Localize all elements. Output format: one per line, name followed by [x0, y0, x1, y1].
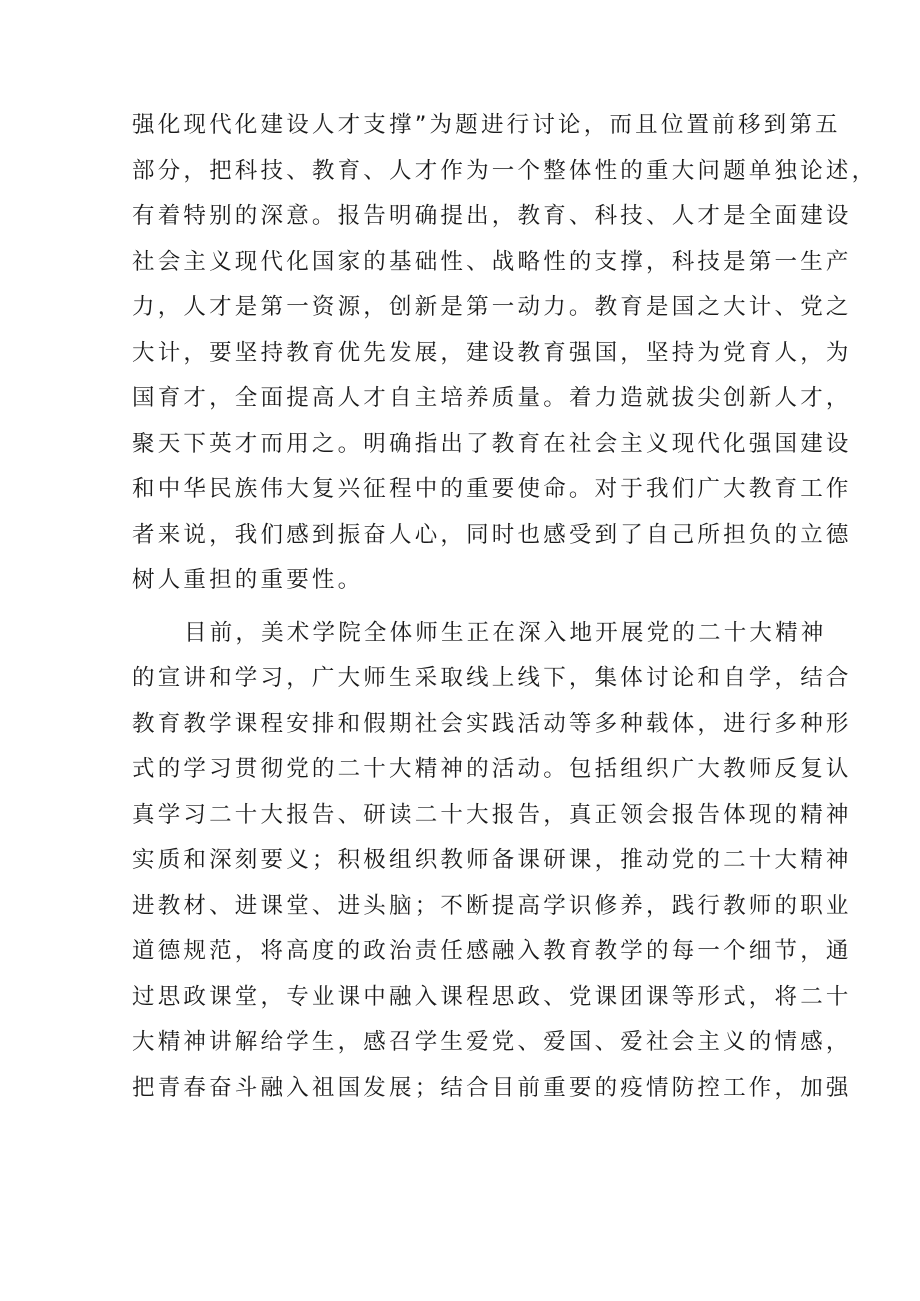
text-line: 的宣讲和学习，广大师生采取线上线下，集体讨论和自学，结合 — [132, 665, 852, 691]
text-line: 过思政课堂，专业课中融入课程思政、党课团课等形式，将二十 — [132, 983, 852, 1010]
text-line: 大计，要坚持教育优先发展，建设教育强国，坚持为党育人，为 — [132, 339, 852, 366]
text-line: 道德规范，将高度的政治责任感融入教育教学的每一个细节，通 — [132, 938, 852, 964]
text-line: 部分，把科技、教育、人才作为一个整体性的重大问题单独论述， — [132, 157, 878, 184]
text-line: 和中华民族伟大复兴征程中的重要使命。对于我们广大教育工作 — [132, 476, 852, 502]
text-line: 强化现代化建设人才支撑”为题进行讨论，而且位置前移到第五 — [132, 112, 841, 138]
paragraph-1 — [132, 103, 878, 604]
text-line: 真学习二十大报告、研读二十大报告，真正领会报告体现的精神 — [132, 801, 852, 828]
text-line: 大精神讲解给学生，感召学生爱党、爱国、爱社会主义的情感， — [132, 1029, 852, 1055]
text-line: 把青春奋斗融入祖国发展；结合目前重要的疫情防控工作，加强 — [132, 1074, 852, 1101]
text-line: 力，人才是第一资源，创新是第一动力。教育是国之大计、党之 — [132, 294, 852, 320]
paragraph-2 — [132, 611, 852, 1112]
text-line: 聚天下英才而用之。明确指出了教育在社会主义现代化强国建设 — [132, 430, 852, 457]
text-line: 者来说，我们感到振奋人心，同时也感受到了自己所担负的立德 — [132, 521, 852, 548]
paragraph-spacer — [132, 604, 792, 611]
text-line: 目前，美术学院全体师生正在深入地开展党的二十大精神 — [184, 619, 827, 646]
text-line: 进教材、进课堂、进头脑；不断提高学识修养，践行教师的职业 — [132, 892, 852, 919]
text-line: 式的学习贯彻党的二十大精神的活动。包括组织广大教师反复认 — [132, 756, 852, 782]
text-line: 社会主义现代化国家的基础性、战略性的支撑，科技是第一生产 — [132, 248, 852, 275]
text-line: 树人重担的重要性。 — [132, 567, 364, 593]
document-body — [132, 103, 878, 1111]
text-line: 实质和深刻要义；积极组织教师备课研课，推动党的二十大精神 — [132, 847, 852, 873]
text-line: 国育才，全面提高人才自主培养质量。着力造就拔尖创新人才， — [132, 385, 852, 411]
text-line: 有着特别的深意。报告明确提出，教育、科技、人才是全面建设 — [132, 203, 852, 229]
text-line: 教育教学课程安排和假期社会实践活动等多种载体，进行多种形 — [132, 710, 852, 737]
